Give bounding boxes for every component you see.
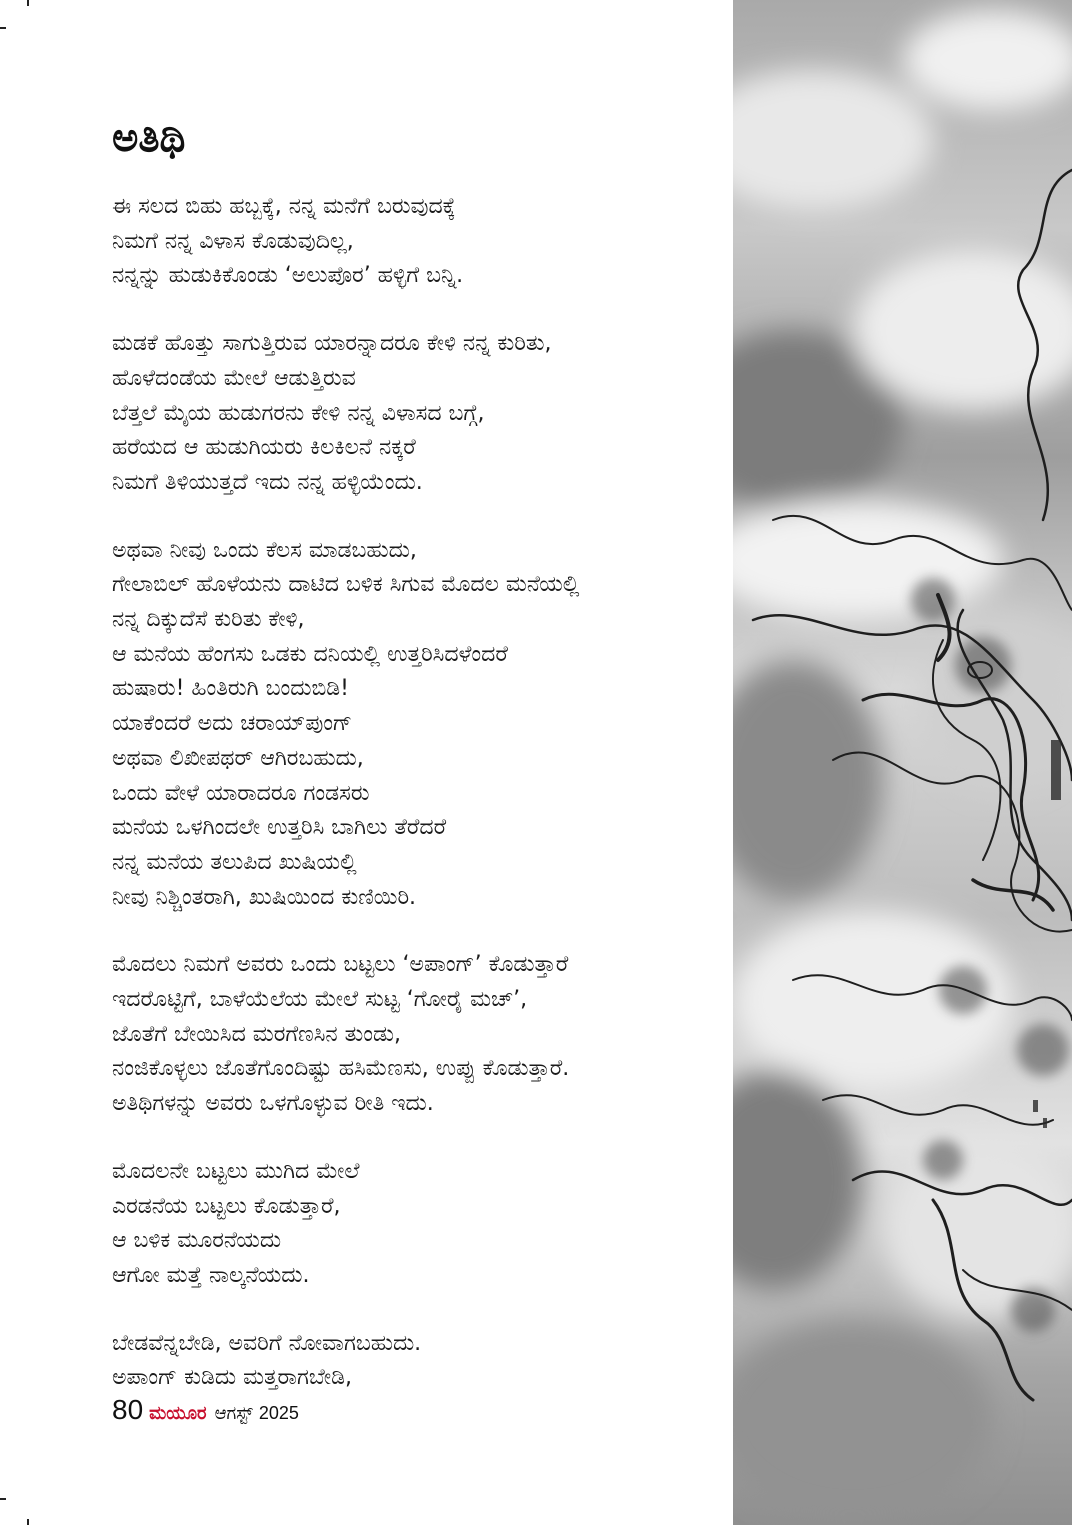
page-footer bbox=[112, 1394, 299, 1434]
poem-line: ಮೊದಲು ನಿಮಗೆ ಅವರು ಒಂದು ಬಟ್ಟಲು ‘ಅಪಾಂಗ್’ ಕೊಡುತ್ತಾರೆ bbox=[112, 952, 569, 978]
crop-mark bbox=[27, 0, 29, 6]
poem-line: ನನ್ನನ್ನು ಹುಡುಕಿಕೊಂಡು ‘ಅಲುಪೊರ’ ಹಳ್ಳಿಗೆ ಬನ್ನಿ. bbox=[112, 263, 464, 289]
poem-body bbox=[112, 190, 722, 1429]
poem-line: ಆಗೋ ಮತ್ತೆ ನಾಲ್ಕನೆಯದು. bbox=[112, 1262, 310, 1288]
crop-mark bbox=[0, 27, 6, 29]
stanza bbox=[112, 534, 722, 916]
poem-line: ಬೇಡವೆನ್ನಬೇಡಿ, ಅವರಿಗೆ ನೋವಾಗಬಹುದು. bbox=[112, 1330, 422, 1356]
poem-line: ಅಥವಾ ನೀವು ಒಂದು ಕೆಲಸ ಮಾಡಬಹುದು, bbox=[112, 537, 417, 563]
poem-line: ಎರಡನೆಯ ಬಟ್ಟಲು ಕೊಡುತ್ತಾರೆ, bbox=[112, 1193, 341, 1219]
poem-line: ಈ ಸಲದ ಬಿಹು ಹಬ್ಬಕ್ಕೆ, ನನ್ನ ಮನೆಗೆ ಬರುವುದಕ್ಕೆ bbox=[112, 194, 456, 219]
poem-line: ಆ ಬಳಿಕ ಮೂರನೆಯದು bbox=[112, 1228, 282, 1254]
stanza bbox=[112, 1327, 722, 1396]
poem-line: ಮಡಕೆ ಹೊತ್ತು ಸಾಗುತ್ತಿರುವ ಯಾರನ್ನಾದರೂ ಕೇಳಿ ನನ್ನ ಕುರಿತು, bbox=[112, 331, 552, 357]
page-number: 80 bbox=[112, 1394, 144, 1425]
poem-line: ನಂಜಿಕೊಳ್ಳಲು ಜೊತೆಗೊಂದಿಷ್ಟು ಹಸಿಮೆಣಸು, ಉಪ್ಪು ಕೊಡುತ್ತಾರೆ. bbox=[112, 1056, 570, 1082]
poem-line: ಆ ಮನೆಯ ಹೆಂಗಸು ಒಡಕು ದನಿಯಲ್ಲಿ ಉತ್ತರಿಸಿದಳೆಂದರೆ bbox=[112, 641, 508, 667]
poem-line: ಹರೆಯದ ಆ ಹುಡುಗಿಯರು ಕಿಲಕಿಲನೆ ನಕ್ಕರೆ bbox=[112, 435, 416, 461]
poem-line: ಒಂದು ವೇಳೆ ಯಾರಾದರೂ ಗಂಡಸರು bbox=[112, 780, 370, 806]
poem-line: ಬೆತ್ತಲೆ ಮೈಯ ಹುಡುಗರನು ಕೇಳಿ ನನ್ನ ವಿಳಾಸದ ಬಗ್ಗೆ, bbox=[112, 400, 485, 426]
stanza bbox=[112, 190, 722, 294]
crop-mark bbox=[27, 1519, 29, 1525]
poem-line: ಇದರೊಟ್ಟಿಗೆ, ಬಾಳೆಯೆಲೆಯ ಮೇಲೆ ಸುಟ್ಟ ‘ಗೋರೈ ಮಚ್’, bbox=[112, 987, 528, 1013]
poem-line: ನೀವು ನಿಶ್ಚಿಂತರಾಗಿ, ಖುಷಿಯಿಂದ ಕುಣಿಯಿರಿ. bbox=[112, 884, 417, 910]
poem-line: ಜೊತೆಗೆ ಬೇಯಿಸಿದ ಮರಗೆಣಸಿನ ತುಂಡು, bbox=[112, 1021, 402, 1047]
poem-title: ಅತಿಥಿ bbox=[112, 115, 186, 161]
stanza bbox=[112, 1155, 722, 1294]
magazine-logo: ಮಯೂರ bbox=[149, 1403, 207, 1424]
poem-line: ನನ್ನ ಮನೆಯ ತಲುಪಿದ ಖುಷಿಯಲ್ಲಿ bbox=[112, 849, 357, 875]
poem-line: ಹೊಳೆದಂಡೆಯ ಮೇಲೆ ಆಡುತ್ತಿರುವ bbox=[112, 365, 356, 391]
issue-month: ಆಗಸ್ಟ್ bbox=[214, 1403, 253, 1424]
illustration-panel bbox=[733, 0, 1072, 1525]
crop-mark bbox=[0, 1498, 6, 1500]
stanza bbox=[112, 327, 722, 501]
poem-line: ನನ್ನ ದಿಕ್ಕುದೆಸೆ ಕುರಿತು ಕೇಳಿ, bbox=[112, 607, 305, 633]
poem-line: ನಿಮಗೆ ನನ್ನ ವಿಳಾಸ ಕೊಡುವುದಿಲ್ಲ, bbox=[112, 228, 354, 254]
poem-line: ಅಥವಾ ಲಿಖೀಪಥರ್ ಆಗಿರಬಹುದು, bbox=[112, 745, 364, 771]
poem-line: ನಿಮಗೆ ತಿಳಿಯುತ್ತದೆ ಇದು ನನ್ನ ಹಳ್ಳಿಯೆಂದು. bbox=[112, 469, 423, 495]
poem-line: ಮೊದಲನೇ ಬಟ್ಟಲು ಮುಗಿದ ಮೇಲೆ bbox=[112, 1158, 360, 1184]
poem-line: ಅತಿಥಿಗಳನ್ನು ಅವರು ಒಳಗೊಳ್ಳುವ ರೀತಿ ಇದು. bbox=[112, 1091, 434, 1117]
poem-line: ಅಪಾಂಗ್ ಕುಡಿದು ಮತ್ತರಾಗಬೇಡಿ, bbox=[112, 1365, 352, 1391]
abstract-illustration bbox=[733, 0, 1072, 1525]
issue-year: 2025 bbox=[258, 1403, 299, 1423]
poem-line: ಗೇಲಾಬಿಲ್ ಹೊಳೆಯನು ದಾಟಿದ ಬಳಿಕ ಸಿಗುವ ಮೊದಲ ಮನೆಯಲ್ಲಿ bbox=[112, 572, 580, 598]
stanza bbox=[112, 948, 722, 1122]
poem-line: ಯಾಕೆಂದರೆ ಅದು ಚರಾಯ್‌ಪುಂಗ್ bbox=[112, 711, 353, 737]
poem-line: ಹುಷಾರು! ಹಿಂತಿರುಗಿ ಬಂದುಬಿಡಿ! bbox=[112, 676, 349, 702]
poem-line: ಮನೆಯ ಒಳಗಿಂದಲೇ ಉತ್ತರಿಸಿ ಬಾಗಿಲು ತೆರೆದರೆ bbox=[112, 815, 447, 841]
